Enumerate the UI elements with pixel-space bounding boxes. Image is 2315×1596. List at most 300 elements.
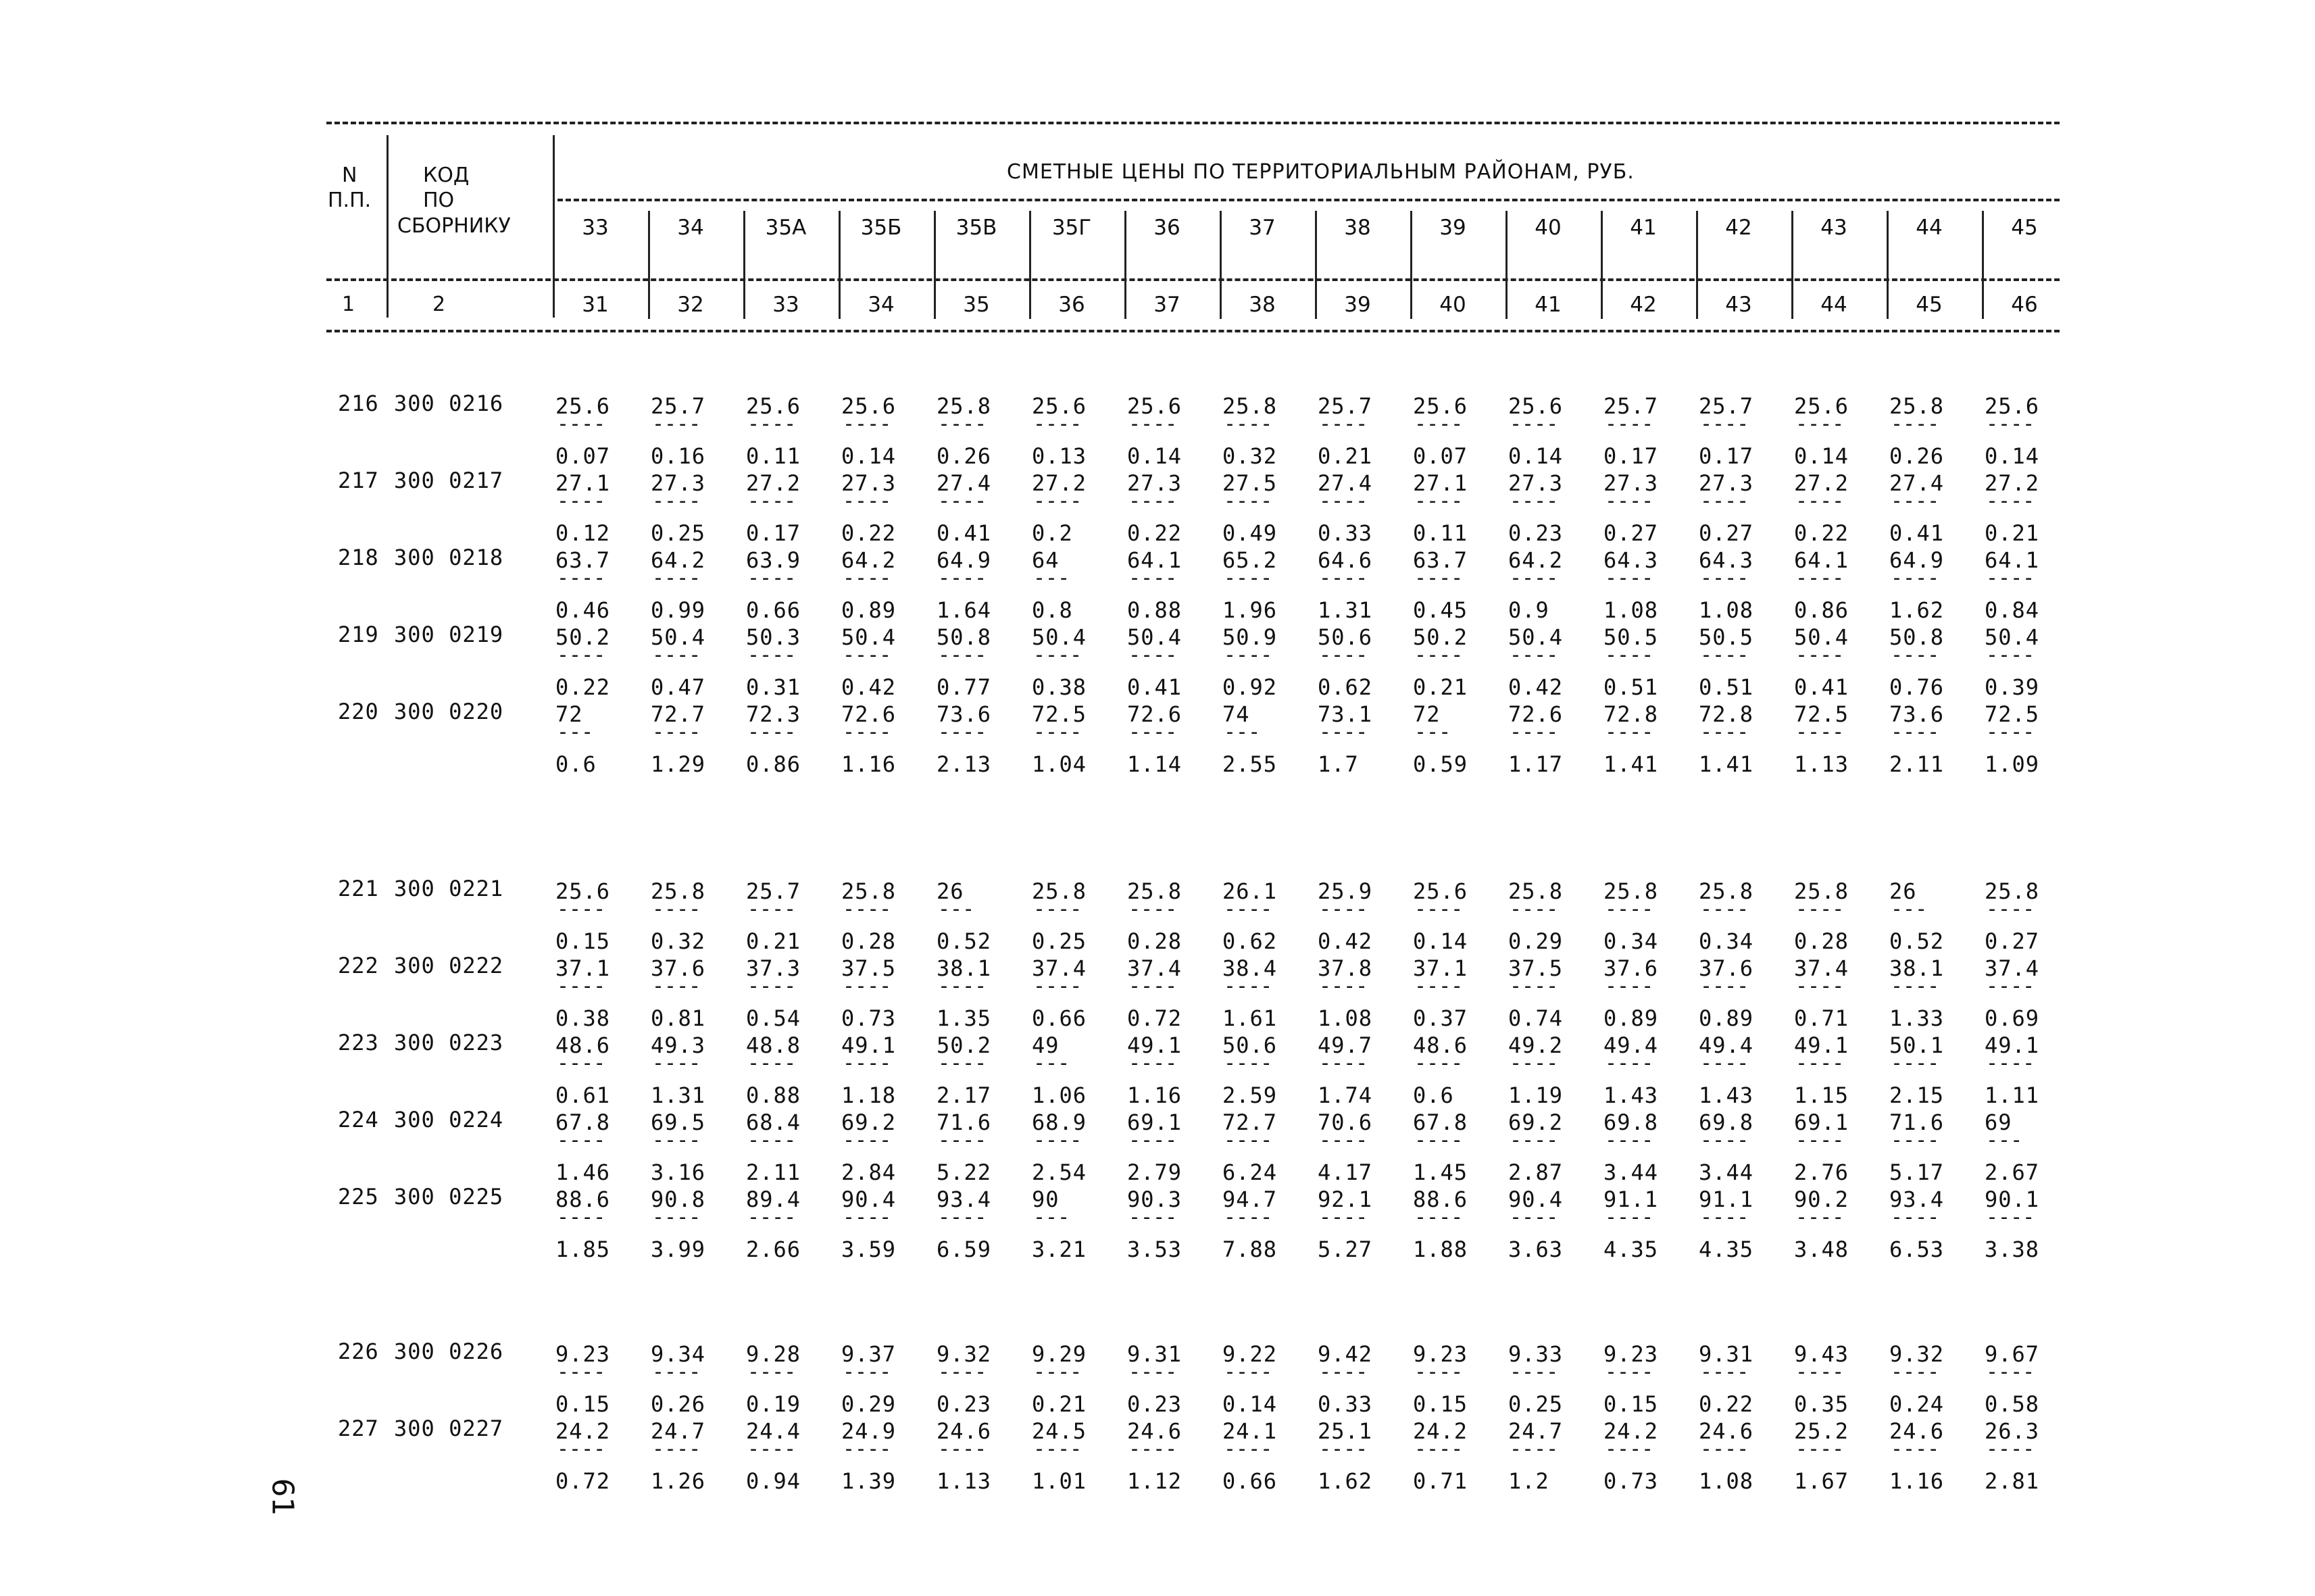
price-denominator: 3.59 xyxy=(841,1237,897,1262)
price-denominator: 1.74 xyxy=(1318,1082,1373,1108)
price-denominator: 0.41 xyxy=(1127,674,1183,700)
price-numerator: 37.4 xyxy=(1032,955,1087,981)
price-numerator: 69.5 xyxy=(651,1109,706,1135)
price-numerator: 27.4 xyxy=(1318,470,1373,496)
fraction-bar: ---- xyxy=(1986,720,2035,744)
price-numerator: 90.4 xyxy=(841,1187,897,1212)
price-numerator: 9.29 xyxy=(1032,1341,1087,1367)
row-code: 300 0224 xyxy=(394,1107,504,1132)
price-numerator: 24.2 xyxy=(1413,1418,1468,1444)
fraction-bar: ---- xyxy=(938,1128,987,1152)
price-denominator: 0.32 xyxy=(1222,443,1278,469)
fraction-bar: ---- xyxy=(1605,1051,1654,1075)
price-numerator: 72.7 xyxy=(651,701,706,727)
price-numerator: 68.9 xyxy=(1032,1109,1087,1135)
fraction-bar: ---- xyxy=(652,1128,701,1152)
fraction-bar: ---- xyxy=(1414,643,1464,667)
price-denominator: 0.21 xyxy=(1413,674,1468,700)
price-numerator: 64.6 xyxy=(1318,547,1373,573)
fraction-bar: ---- xyxy=(938,566,987,590)
price-denominator: 1.13 xyxy=(1794,751,1849,777)
region-code-header: 34 xyxy=(677,216,704,240)
price-numerator: 37.6 xyxy=(1699,955,1754,981)
price-numerator: 69.2 xyxy=(1508,1109,1564,1135)
fraction-bar: ---- xyxy=(1605,1128,1654,1152)
fraction-bar: ---- xyxy=(938,1205,987,1229)
price-denominator: 0.39 xyxy=(1985,674,2040,700)
price-denominator: 1.96 xyxy=(1222,597,1278,623)
fraction-bar: ---- xyxy=(1891,566,1940,590)
region-code-header: 45 xyxy=(2011,216,2038,240)
price-denominator: 1.17 xyxy=(1508,751,1564,777)
price-numerator: 69.1 xyxy=(1127,1109,1183,1135)
price-numerator: 69.2 xyxy=(841,1109,897,1135)
price-denominator: 0.52 xyxy=(937,928,992,954)
price-numerator: 74 xyxy=(1222,701,1250,727)
price-numerator: 27.3 xyxy=(1699,470,1754,496)
region-code-header: 35Б xyxy=(860,216,902,240)
fraction-bar: ---- xyxy=(1605,1205,1654,1229)
price-numerator: 69.8 xyxy=(1699,1109,1754,1135)
fraction-bar: ---- xyxy=(1414,566,1464,590)
price-denominator: 0.23 xyxy=(937,1391,992,1417)
fraction-bar: ---- xyxy=(747,489,797,513)
price-denominator: 1.26 xyxy=(651,1468,706,1494)
row-number: 221 xyxy=(338,876,379,901)
price-numerator: 72 xyxy=(1413,701,1441,727)
row-number: 218 xyxy=(338,545,379,570)
column-index-header: 36 xyxy=(1058,293,1085,317)
price-denominator: 0.19 xyxy=(746,1391,801,1417)
price-denominator: 1.09 xyxy=(1985,751,2040,777)
fraction-bar: ---- xyxy=(938,974,987,998)
price-denominator: 0.15 xyxy=(1413,1391,1468,1417)
price-denominator: 2.66 xyxy=(746,1237,801,1262)
fraction-bar: ---- xyxy=(843,974,892,998)
price-denominator: 0.6 xyxy=(555,751,597,777)
region-column-divider xyxy=(648,211,650,319)
price-denominator: 0.6 xyxy=(1413,1082,1454,1108)
row-code: 300 0225 xyxy=(394,1184,504,1210)
price-denominator: 1.33 xyxy=(1889,1005,1945,1031)
price-denominator: 2.79 xyxy=(1127,1159,1183,1185)
price-numerator: 25.8 xyxy=(1127,878,1183,904)
fraction-bar: ---- xyxy=(1033,489,1082,513)
price-denominator: 1.61 xyxy=(1222,1005,1278,1031)
price-numerator: 25.8 xyxy=(1222,393,1278,419)
fraction-bar: ---- xyxy=(1319,643,1368,667)
price-numerator: 25.8 xyxy=(1699,878,1754,904)
price-denominator: 1.31 xyxy=(651,1082,706,1108)
price-denominator: 0.51 xyxy=(1603,674,1659,700)
price-denominator: 1.12 xyxy=(1127,1468,1183,1494)
price-numerator: 25.7 xyxy=(1318,393,1373,419)
fraction-bar: ---- xyxy=(1986,566,2035,590)
fraction-bar: ---- xyxy=(1510,1205,1559,1229)
price-denominator: 3.16 xyxy=(651,1159,706,1185)
price-denominator: 0.74 xyxy=(1508,1005,1564,1031)
fraction-bar: ---- xyxy=(938,1437,987,1461)
price-numerator: 24.5 xyxy=(1032,1418,1087,1444)
fraction-bar: ---- xyxy=(1128,1437,1178,1461)
header-bottom-rule xyxy=(326,330,2060,332)
fraction-bar: ---- xyxy=(652,1437,701,1461)
price-denominator: 6.59 xyxy=(937,1237,992,1262)
price-numerator: 93.4 xyxy=(1889,1187,1945,1212)
fraction-bar: ---- xyxy=(1319,1128,1368,1152)
price-denominator: 2.55 xyxy=(1222,751,1278,777)
price-numerator: 27.2 xyxy=(1985,470,2040,496)
price-numerator: 69.1 xyxy=(1794,1109,1849,1135)
fraction-bar: ---- xyxy=(1986,1205,2035,1229)
price-numerator: 64.2 xyxy=(651,547,706,573)
price-denominator: 0.14 xyxy=(1127,443,1183,469)
price-denominator: 1.15 xyxy=(1794,1082,1849,1108)
price-numerator: 9.23 xyxy=(1603,1341,1659,1367)
fraction-bar: ---- xyxy=(1891,643,1940,667)
fraction-bar: ---- xyxy=(1319,897,1368,921)
price-denominator: 0.94 xyxy=(746,1468,801,1494)
fraction-bar: ---- xyxy=(1510,720,1559,744)
row-number: 217 xyxy=(338,468,379,493)
fraction-bar: ---- xyxy=(843,897,892,921)
price-numerator: 27.5 xyxy=(1222,470,1278,496)
price-numerator: 49.4 xyxy=(1603,1032,1659,1058)
price-numerator: 72.6 xyxy=(841,701,897,727)
price-numerator: 72.5 xyxy=(1985,701,2040,727)
fraction-bar: ---- xyxy=(1700,1360,1749,1384)
price-denominator: 0.2 xyxy=(1032,520,1073,546)
fraction-bar: ---- xyxy=(1319,1205,1368,1229)
price-denominator: 0.31 xyxy=(746,674,801,700)
region-code-header: 35В xyxy=(955,216,997,240)
price-denominator: 0.33 xyxy=(1318,520,1373,546)
region-code-header: 35А xyxy=(765,216,807,240)
fraction-bar: ---- xyxy=(938,412,987,436)
fraction-bar: ---- xyxy=(1033,974,1082,998)
fraction-bar: ---- xyxy=(652,566,701,590)
price-numerator: 73.6 xyxy=(937,701,992,727)
fraction-bar: ---- xyxy=(747,1051,797,1075)
fraction-bar: ---- xyxy=(1224,1205,1273,1229)
price-numerator: 72.5 xyxy=(1794,701,1849,727)
fraction-bar: ---- xyxy=(1700,1128,1749,1152)
fraction-bar: ---- xyxy=(1605,566,1654,590)
fraction-bar: ---- xyxy=(1795,1437,1845,1461)
price-numerator: 64.3 xyxy=(1603,547,1659,573)
row-number: 220 xyxy=(338,699,379,724)
fraction-bar: --- xyxy=(938,897,975,921)
price-numerator: 37.5 xyxy=(841,955,897,981)
price-denominator: 0.62 xyxy=(1222,928,1278,954)
price-denominator: 2.87 xyxy=(1508,1159,1564,1185)
fraction-bar: ---- xyxy=(747,974,797,998)
price-numerator: 37.5 xyxy=(1508,955,1564,981)
fraction-bar: ---- xyxy=(1319,720,1368,744)
price-numerator: 64.9 xyxy=(937,547,992,573)
price-numerator: 25.8 xyxy=(1794,878,1849,904)
fraction-bar: ---- xyxy=(1891,1437,1940,1461)
row-number: 224 xyxy=(338,1107,379,1132)
fraction-bar: --- xyxy=(1224,720,1261,744)
row-code: 300 0221 xyxy=(394,876,504,901)
fraction-bar: ---- xyxy=(1605,489,1654,513)
price-denominator: 0.17 xyxy=(746,520,801,546)
price-denominator: 0.25 xyxy=(1508,1391,1564,1417)
price-numerator: 63.9 xyxy=(746,547,801,573)
fraction-bar: --- xyxy=(1891,897,1928,921)
price-numerator: 67.8 xyxy=(555,1109,611,1135)
price-numerator: 25.8 xyxy=(937,393,992,419)
price-denominator: 4.35 xyxy=(1603,1237,1659,1262)
price-numerator: 64.1 xyxy=(1794,547,1849,573)
region-column-divider xyxy=(1315,211,1317,319)
price-numerator: 9.22 xyxy=(1222,1341,1278,1367)
region-code-header: 38 xyxy=(1344,216,1371,240)
price-denominator: 0.38 xyxy=(555,1005,611,1031)
price-denominator: 0.15 xyxy=(555,928,611,954)
fraction-bar: ---- xyxy=(747,1205,797,1229)
column-index-header: 31 xyxy=(582,293,609,317)
price-numerator: 72.6 xyxy=(1127,701,1183,727)
price-denominator: 0.89 xyxy=(1699,1005,1754,1031)
row-code: 300 0218 xyxy=(394,545,504,570)
fraction-bar: ---- xyxy=(557,1205,606,1229)
price-numerator: 27.2 xyxy=(1794,470,1849,496)
price-denominator: 0.58 xyxy=(1985,1391,2040,1417)
price-numerator: 24.2 xyxy=(1603,1418,1659,1444)
price-numerator: 64.2 xyxy=(1508,547,1564,573)
fraction-bar: ---- xyxy=(843,720,892,744)
price-numerator: 9.37 xyxy=(841,1341,897,1367)
price-numerator: 25.6 xyxy=(555,878,611,904)
price-numerator: 90.8 xyxy=(651,1187,706,1212)
fraction-bar: ---- xyxy=(1700,1205,1749,1229)
row-number: 219 xyxy=(338,622,379,647)
price-denominator: 1.64 xyxy=(937,597,992,623)
fraction-bar: ---- xyxy=(1510,489,1559,513)
region-code-header: 39 xyxy=(1439,216,1466,240)
fraction-bar: ---- xyxy=(1128,1128,1178,1152)
region-column-divider xyxy=(1982,211,1984,319)
price-denominator: 1.67 xyxy=(1794,1468,1849,1494)
region-column-divider xyxy=(1791,211,1793,319)
fraction-bar: ---- xyxy=(1605,1437,1654,1461)
price-numerator: 9.23 xyxy=(555,1341,611,1367)
row-number: 227 xyxy=(338,1416,379,1441)
price-denominator: 0.24 xyxy=(1889,1391,1945,1417)
price-denominator: 3.48 xyxy=(1794,1237,1849,1262)
price-denominator: 1.13 xyxy=(937,1468,992,1494)
column-index-header: 42 xyxy=(1630,293,1657,317)
price-numerator: 25.6 xyxy=(841,393,897,419)
fraction-bar: ---- xyxy=(1224,489,1273,513)
price-numerator: 24.6 xyxy=(937,1418,992,1444)
column-index-header: 43 xyxy=(1725,293,1752,317)
price-denominator: 0.41 xyxy=(937,520,992,546)
fraction-bar: ---- xyxy=(938,1051,987,1075)
price-numerator: 27.3 xyxy=(651,470,706,496)
price-denominator: 0.26 xyxy=(1889,443,1945,469)
fraction-bar: ---- xyxy=(1319,1360,1368,1384)
price-numerator: 37.4 xyxy=(1985,955,2040,981)
price-numerator: 50.1 xyxy=(1889,1032,1945,1058)
price-denominator: 2.84 xyxy=(841,1159,897,1185)
region-column-divider xyxy=(1124,211,1126,319)
fraction-bar: ---- xyxy=(1891,720,1940,744)
price-numerator: 25.8 xyxy=(1889,393,1945,419)
fraction-bar: ---- xyxy=(1224,1051,1273,1075)
price-denominator: 0.66 xyxy=(746,597,801,623)
fraction-bar: ---- xyxy=(747,1128,797,1152)
price-denominator: 0.26 xyxy=(651,1391,706,1417)
price-denominator: 2.54 xyxy=(1032,1159,1087,1185)
price-numerator: 88.6 xyxy=(1413,1187,1468,1212)
price-denominator: 2.67 xyxy=(1985,1159,2040,1185)
fraction-bar: ---- xyxy=(1224,974,1273,998)
fraction-bar: ---- xyxy=(1128,643,1178,667)
price-numerator: 90 xyxy=(1032,1187,1060,1212)
price-numerator: 24.7 xyxy=(1508,1418,1564,1444)
price-numerator: 72.7 xyxy=(1222,1109,1278,1135)
fraction-bar: ---- xyxy=(1510,1128,1559,1152)
price-numerator: 90.4 xyxy=(1508,1187,1564,1212)
fraction-bar: ---- xyxy=(843,412,892,436)
fraction-bar: --- xyxy=(1033,1205,1070,1229)
price-denominator: 0.73 xyxy=(841,1005,897,1031)
price-numerator: 49.3 xyxy=(651,1032,706,1058)
price-numerator: 25.6 xyxy=(1127,393,1183,419)
fraction-bar: ---- xyxy=(1510,412,1559,436)
price-numerator: 25.6 xyxy=(1413,393,1468,419)
region-code-header: 40 xyxy=(1535,216,1562,240)
fraction-bar: ---- xyxy=(557,412,606,436)
header-col2-line2: ПО xyxy=(423,189,455,212)
price-numerator: 27.1 xyxy=(555,470,611,496)
price-numerator: 91.1 xyxy=(1699,1187,1754,1212)
price-denominator: 0.46 xyxy=(555,597,611,623)
price-numerator: 24.2 xyxy=(555,1418,611,1444)
price-numerator: 50.6 xyxy=(1222,1032,1278,1058)
price-denominator: 1.43 xyxy=(1603,1082,1659,1108)
region-code-header: 36 xyxy=(1153,216,1180,240)
price-denominator: 0.89 xyxy=(1603,1005,1659,1031)
price-numerator: 91.1 xyxy=(1603,1187,1659,1212)
price-denominator: 1.16 xyxy=(1127,1082,1183,1108)
header-mid-rule xyxy=(557,199,2060,201)
price-numerator: 38.1 xyxy=(1889,955,1945,981)
fraction-bar: ---- xyxy=(1700,566,1749,590)
price-numerator: 9.34 xyxy=(651,1341,706,1367)
column-index-header: 37 xyxy=(1153,293,1180,317)
price-denominator: 1.31 xyxy=(1318,597,1373,623)
price-denominator: 0.28 xyxy=(1127,928,1183,954)
price-numerator: 50.4 xyxy=(651,624,706,650)
price-numerator: 64.9 xyxy=(1889,547,1945,573)
price-denominator: 1.35 xyxy=(937,1005,992,1031)
fraction-bar: ---- xyxy=(1986,1437,2035,1461)
price-denominator: 3.53 xyxy=(1127,1237,1183,1262)
fraction-bar: ---- xyxy=(1319,489,1368,513)
fraction-bar: ---- xyxy=(557,1437,606,1461)
fraction-bar: ---- xyxy=(1033,1360,1082,1384)
price-denominator: 3.38 xyxy=(1985,1237,2040,1262)
fraction-bar: ---- xyxy=(1795,1051,1845,1075)
fraction-bar: ---- xyxy=(1986,1360,2035,1384)
price-numerator: 63.7 xyxy=(555,547,611,573)
fraction-bar: ---- xyxy=(1605,720,1654,744)
price-denominator: 1.08 xyxy=(1318,1005,1373,1031)
fraction-bar: ---- xyxy=(747,566,797,590)
price-numerator: 37.6 xyxy=(1603,955,1659,981)
price-denominator: 0.69 xyxy=(1985,1005,2040,1031)
price-denominator: 0.22 xyxy=(841,520,897,546)
price-numerator: 27.4 xyxy=(1889,470,1945,496)
fraction-bar: ---- xyxy=(1414,897,1464,921)
fraction-bar: ---- xyxy=(843,1205,892,1229)
price-numerator: 25.6 xyxy=(1413,878,1468,904)
price-denominator: 3.44 xyxy=(1699,1159,1754,1185)
fraction-bar: ---- xyxy=(1510,566,1559,590)
price-denominator: 0.71 xyxy=(1413,1468,1468,1494)
fraction-bar: ---- xyxy=(1605,897,1654,921)
fraction-bar: ---- xyxy=(1128,897,1178,921)
fraction-bar: ---- xyxy=(1795,643,1845,667)
price-denominator: 0.62 xyxy=(1318,674,1373,700)
row-number: 223 xyxy=(338,1030,379,1055)
price-numerator: 49.2 xyxy=(1508,1032,1564,1058)
fraction-bar: ---- xyxy=(1795,566,1845,590)
fraction-bar: ---- xyxy=(652,974,701,998)
fraction-bar: ---- xyxy=(1224,1360,1273,1384)
header-col2-line3: СБОРНИКУ xyxy=(397,214,511,238)
price-numerator: 25.8 xyxy=(651,878,706,904)
region-code-header: 42 xyxy=(1725,216,1752,240)
price-numerator: 25.8 xyxy=(841,878,897,904)
price-numerator: 49.1 xyxy=(1985,1032,2040,1058)
price-denominator: 0.29 xyxy=(1508,928,1564,954)
price-denominator: 0.14 xyxy=(1508,443,1564,469)
fraction-bar: ---- xyxy=(843,1360,892,1384)
price-denominator: 0.81 xyxy=(651,1005,706,1031)
price-numerator: 50.3 xyxy=(746,624,801,650)
price-denominator: 4.35 xyxy=(1699,1237,1754,1262)
fraction-bar: ---- xyxy=(1224,1128,1273,1152)
fraction-bar: ---- xyxy=(1891,1205,1940,1229)
price-numerator: 9.23 xyxy=(1413,1341,1468,1367)
price-denominator: 1.41 xyxy=(1699,751,1754,777)
price-denominator: 0.51 xyxy=(1699,674,1754,700)
price-numerator: 50.5 xyxy=(1699,624,1754,650)
price-numerator: 68.4 xyxy=(746,1109,801,1135)
price-numerator: 90.2 xyxy=(1794,1187,1849,1212)
price-numerator: 25.8 xyxy=(1985,878,2040,904)
price-numerator: 48.6 xyxy=(1413,1032,1468,1058)
fraction-bar: ---- xyxy=(1033,643,1082,667)
region-column-divider xyxy=(1696,211,1698,319)
price-denominator: 0.37 xyxy=(1413,1005,1468,1031)
fraction-bar: ---- xyxy=(1033,1437,1082,1461)
fraction-bar: ---- xyxy=(1795,489,1845,513)
fraction-bar: ---- xyxy=(1986,412,2035,436)
price-numerator: 25.2 xyxy=(1794,1418,1849,1444)
price-numerator: 69.8 xyxy=(1603,1109,1659,1135)
price-numerator: 27.3 xyxy=(841,470,897,496)
fraction-bar: ---- xyxy=(557,1051,606,1075)
price-numerator: 25.8 xyxy=(1508,878,1564,904)
price-denominator: 0.41 xyxy=(1889,520,1945,546)
price-numerator: 73.6 xyxy=(1889,701,1945,727)
